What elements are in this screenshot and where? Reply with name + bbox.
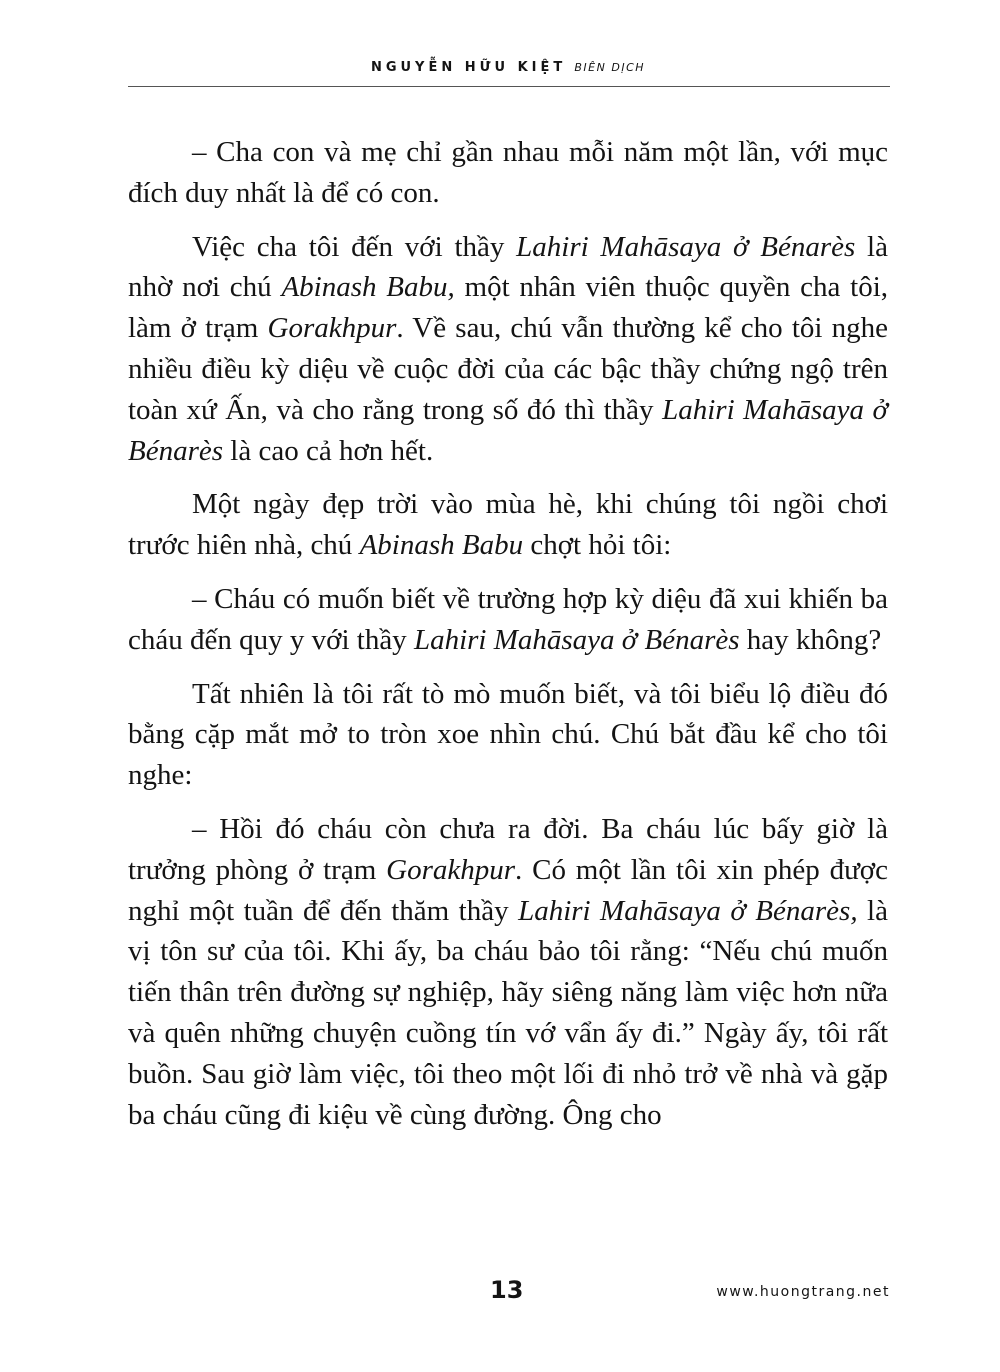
body-text xyxy=(128,132,888,1148)
text-segment: . Có một lần tôi xin phép được nghỉ một tuần để đến thăm thầy xyxy=(128,853,889,927)
header-divider xyxy=(128,86,890,87)
text-segment: Tất nhiên là tôi rất tò mò muốn biết, và tôi biểu lộ điều đó bằng cặp mắt mở to tròn xoe nhìn chú. Chú bắt đầu kể cho tôi nghe: xyxy=(128,677,888,792)
text-segment: . Về sau, chú vẫn thường kể cho tôi nghe nhiều điều kỳ diệu về cuộc đời của các bậc thầy chứng ngộ trên toàn xứ Ấn, và cho rằng trong số đó thì thầy xyxy=(128,312,889,426)
text-segment: – Hồi đó cháu còn chưa ra đời. Ba cháu lúc bấy giờ là trưởng phòng ở trạm xyxy=(128,812,888,886)
text-segment: – Cháu có muốn biết về trường hợp kỳ diệu đã xui khiến ba cháu đến quy y với thầy xyxy=(128,582,888,656)
paragraph xyxy=(128,674,888,796)
italic-name: Lahiri Mahāsaya ở Bénarès xyxy=(128,393,888,467)
text-segment: một nhân viên thuộc quyền cha tôi, làm ở trạm xyxy=(128,271,889,345)
italic-name: Abinash Babu xyxy=(359,529,524,562)
paragraph xyxy=(128,132,888,214)
italic-name: Gorakhpur xyxy=(386,853,516,886)
italic-name: Lahiri Mahāsaya ở Bénarès xyxy=(516,230,856,263)
text-segment: chợt hỏi tôi: xyxy=(523,529,672,562)
header-author: NGUYỄN HỮU KIỆT xyxy=(370,60,567,75)
text-segment: là cao cả hơn hết. xyxy=(223,434,434,467)
page-footer xyxy=(128,1276,890,1306)
text-segment: – Cha con và mẹ chỉ gần nhau mỗi năm một lần, với mục đích duy nhất là để có con. xyxy=(128,136,888,209)
paragraph xyxy=(128,579,888,661)
page-number: 13 xyxy=(490,1276,524,1304)
text-segment: Một ngày đẹp trời vào mùa hè, khi chúng tôi ngồi chơi trước hiên nhà, chú xyxy=(128,488,888,562)
website-url: www.huongtrang.net xyxy=(716,1284,890,1300)
text-segment: là vị tôn sư của tôi. Khi ấy, ba cháu bảo tôi rằng: “Nếu chú muốn tiến thân trên đường sự nghiệp, hãy siêng năng làm việc hơn nữa và quên những chuyện cuồng tín vớ vẩn ấy đi.” Ngày ấy, tôi rất buồn. Sau giờ làm việc, tôi theo một lối đi nhỏ trở về nhà và gặp ba cháu cũng đi kiệu về cùng đường. Ông cho xyxy=(128,894,888,1131)
paragraph xyxy=(128,484,888,566)
paragraph xyxy=(128,809,888,1135)
text-segment: hay không? xyxy=(739,623,882,656)
italic-name: Lahiri Mahāsaya ở Bénarès, xyxy=(518,894,858,927)
running-header xyxy=(128,58,888,78)
italic-name: Lahiri Mahāsaya ở Bénarès xyxy=(413,623,740,656)
text-segment: Việc cha tôi đến với thầy xyxy=(192,230,517,263)
text-segment: là nhờ nơi chú xyxy=(128,230,888,304)
italic-name: Gorakhpur xyxy=(267,312,397,345)
paragraph xyxy=(128,227,888,472)
header-role: BIÊN DỊCH xyxy=(574,61,646,74)
italic-name: Abinash Babu, xyxy=(281,271,455,304)
